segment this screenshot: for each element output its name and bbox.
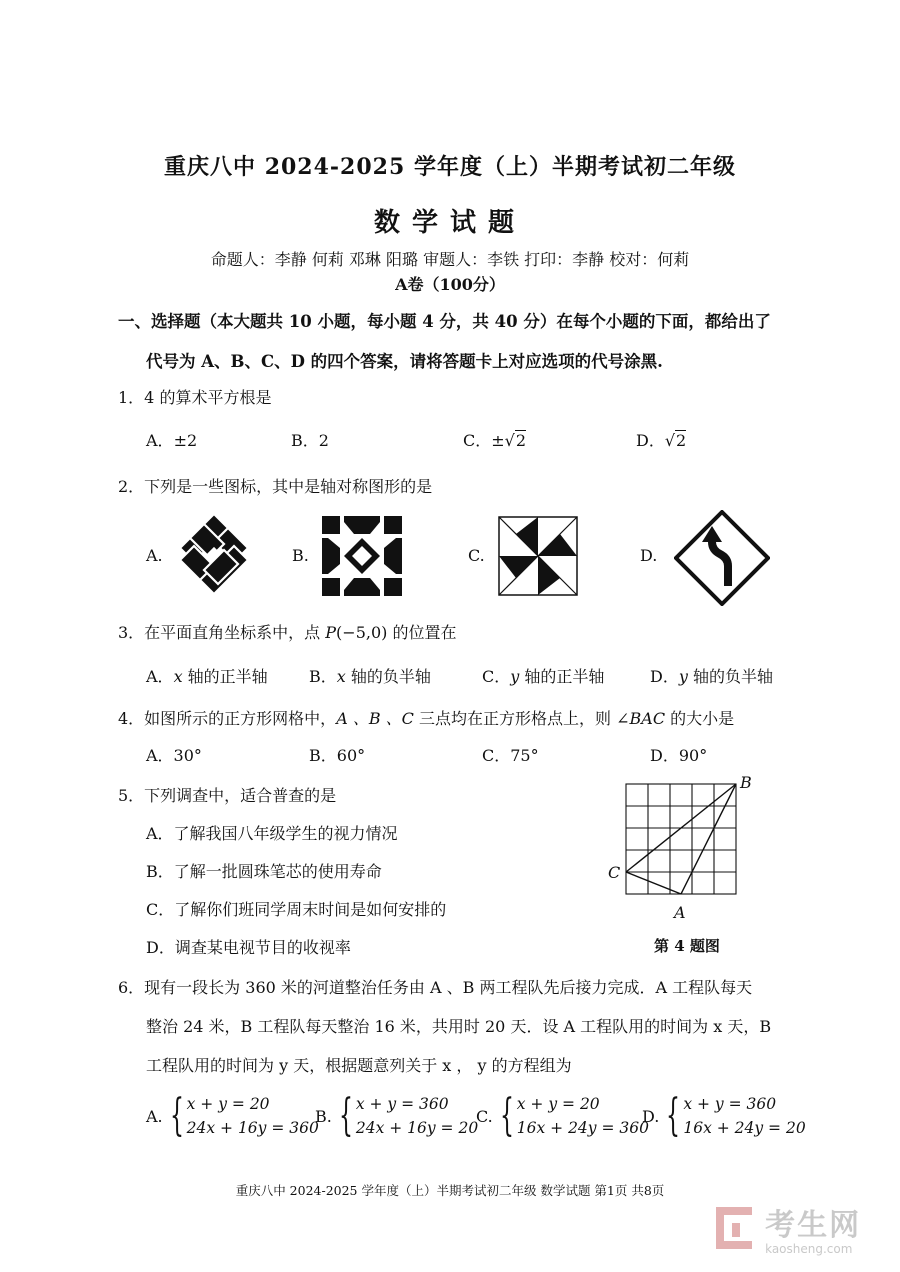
q1-a-label: A． — [146, 431, 174, 450]
q6-b-eq1: x + y = 360 — [355, 1095, 449, 1113]
q3-c-text: 轴的正半轴 — [519, 667, 605, 686]
q6-b-brace: { — [338, 1090, 353, 1141]
exam-title: 重庆八中 2024-2025 学年度（上）半期考试初二年级 — [164, 154, 736, 180]
icon-c-pinwheel — [498, 516, 578, 596]
q3-b-var: x — [336, 667, 346, 686]
q1-b-value: 2 — [318, 431, 329, 450]
q3-d-var: y — [678, 667, 688, 686]
q3-option-c — [482, 664, 604, 687]
q6-c-brace: { — [499, 1090, 514, 1141]
q1-d-label: D． — [636, 431, 665, 450]
q3-c-label: C． — [482, 667, 511, 686]
q6-c-eq1: x + y = 20 — [516, 1095, 600, 1113]
q6-d-eq1: x + y = 360 — [683, 1095, 777, 1113]
q5-option-c: C．了解你们班同学周末时间是如何安排的 — [146, 900, 447, 919]
q3-stem — [118, 620, 456, 643]
q2-a-label: A. — [146, 546, 163, 565]
q2-d-label: D. — [640, 546, 658, 565]
q1-c-pm: ± — [491, 431, 505, 450]
q6-c-eq2: 16x + 24y = 360 — [516, 1119, 649, 1137]
q3-c-var: y — [510, 667, 520, 686]
q6-b-eq2: 24x + 16y = 20 — [355, 1119, 479, 1137]
q3-stem-prefix: 3．在平面直角坐标系中，点 — [118, 623, 326, 642]
q5-stem: 5．下列调查中，适合普查的是 — [118, 786, 337, 805]
q1-d-radical: √ — [664, 431, 676, 450]
q6-a-eq1: x + y = 20 — [186, 1095, 270, 1113]
q6-c-label: C. — [476, 1106, 493, 1126]
q3-b-label: B． — [309, 667, 337, 686]
q5-option-d: D．调查某电视节目的收视率 — [146, 938, 351, 957]
q1-option-a — [146, 428, 197, 451]
q1-c-label: C． — [463, 431, 492, 450]
q6-d-brace: { — [666, 1090, 681, 1141]
q3-option-b — [309, 664, 431, 687]
q4-stem-suffix: 的大小是 — [665, 709, 735, 728]
q6-a-label: A. — [146, 1106, 163, 1126]
q3-a-text: 轴的正半轴 — [182, 667, 268, 686]
q4-option-b: B．60° — [309, 746, 366, 765]
subject-title: 数学试题 — [373, 208, 526, 238]
q1-option-c — [463, 428, 526, 451]
q3-d-text: 轴的负半轴 — [687, 667, 773, 686]
q3-b-text: 轴的负半轴 — [345, 667, 431, 686]
q1-b-label: B． — [291, 431, 319, 450]
watermark-brand: 考生网 — [765, 1208, 862, 1243]
q3-stem-suffix: 的位置在 — [387, 623, 457, 642]
q4-option-c: C．75° — [482, 746, 539, 765]
q1-c-radicand: 2 — [515, 431, 527, 450]
q4-points: A 、B 、C — [336, 709, 414, 728]
watermark-domain: kaosheng.com — [765, 1242, 853, 1256]
page-footer: 重庆八中 2024-2025 学年度（上）半期考试初二年级 数学试题 第1页 共8页 — [235, 1183, 665, 1198]
q2-c-label: C. — [468, 546, 485, 565]
q5-option-a: A．了解我国八年级学生的视力情况 — [146, 824, 398, 843]
q3-coords: (−5,0) — [336, 623, 388, 642]
q6-a-brace: { — [169, 1090, 184, 1141]
part-label: A卷（100分） — [395, 275, 505, 294]
q6-line3: 工程队用的时间为 y 天，根据题意列关于 x ， y 的方程组为 — [146, 1056, 572, 1075]
q1-a-value: ±2 — [173, 431, 198, 450]
icon-a-knot — [178, 512, 250, 596]
q4-stem-mid: 三点均在正方形格点上，则 ∠ — [413, 709, 630, 728]
q1-option-d — [636, 428, 686, 451]
watermark-logo-icon — [712, 1203, 756, 1253]
q3-d-label: D． — [650, 667, 679, 686]
q2-b-label: B. — [292, 546, 309, 565]
q3-option-a — [146, 664, 268, 687]
section-instruction-line1: 一、选择题（本大题共 10 小题，每小题 4 分，共 40 分）在每个小题的下面，都给出了 — [118, 312, 771, 331]
q2-stem: 2．下列是一些图标，其中是轴对称图形的是 — [118, 477, 433, 496]
q4-option-d: D．90° — [650, 746, 708, 765]
q5-option-b: B．了解一批圆珠笔芯的使用寿命 — [146, 862, 382, 881]
authors-line: 命题人：李静 何莉 邓琳 阳璐 审题人：李铁 打印：李静 校对：何莉 — [210, 250, 690, 269]
q6-option-d — [642, 1092, 806, 1140]
q4-option-a: A．30° — [146, 746, 202, 765]
q4-stem-prefix: 4．如图所示的正方形网格中， — [118, 709, 337, 728]
q6-d-label: D. — [642, 1106, 660, 1126]
q6-option-b — [315, 1092, 478, 1140]
q1-stem: 1．4 的算术平方根是 — [118, 388, 272, 407]
q1-option-b — [291, 428, 329, 451]
figure-4-grid — [600, 770, 770, 930]
icon-b-square-ornament — [322, 516, 402, 596]
figure-4-label-c: C — [608, 863, 621, 882]
q1-d-radicand: 2 — [676, 431, 687, 450]
q3-a-label: A． — [146, 667, 174, 686]
figure-4-caption: 第 4 题图 — [654, 937, 720, 955]
q4-angle: BAC — [629, 709, 666, 728]
figure-4-label-b: B — [740, 773, 752, 792]
q3-option-d — [650, 664, 773, 687]
q6-option-a — [146, 1092, 319, 1140]
icon-d-road-sign — [674, 510, 770, 606]
q6-d-eq2: 16x + 24y = 20 — [683, 1119, 806, 1137]
q6-a-eq2: 24x + 16y = 360 — [186, 1119, 319, 1137]
watermark — [712, 1200, 861, 1256]
q3-a-var: x — [173, 667, 183, 686]
q1-c-radical: √ — [504, 431, 515, 450]
figure-4-label-a: A — [674, 903, 686, 922]
q3-point: P — [325, 623, 337, 642]
q6-line2: 整治 24 米，B 工程队每天整治 16 米，共用时 20 天．设 A 工程队用的时间为 x 天，B — [146, 1017, 772, 1036]
q4-stem — [118, 706, 734, 729]
q6-b-label: B. — [315, 1106, 332, 1126]
section-instruction-line2: 代号为 A、B、C、D 的四个答案，请将答题卡上对应选项的代号涂黑. — [146, 352, 663, 371]
q6-option-c — [476, 1092, 649, 1140]
q6-line1: 6．现有一段长为 360 米的河道整治任务由 A 、B 两工程队先后接力完成．A 工程队每天 — [118, 978, 753, 997]
